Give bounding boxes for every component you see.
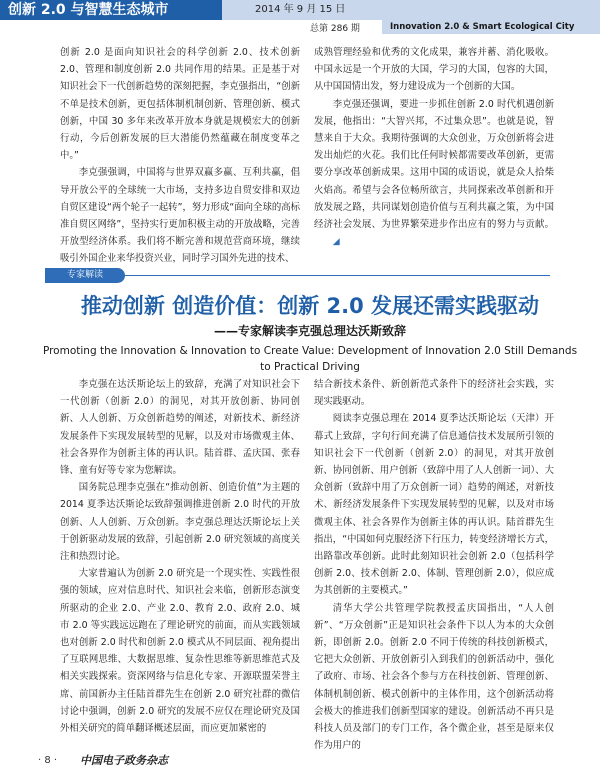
paragraph: 李克强强调，中国将与世界双赢多赢、互利共赢，倡导开放公平的全球统一大市场，支持多边自贸安排和双边自贸区建设“两个轮子一起转”，努力形成“面向全球的高标准自贸区网络”，坚持实行更加积极主动的开放战略，完善开放型经济体系。我们将不断完善和规范营商环境，继续吸引外国企业来华投资兴业，同时学习国外先进的技术、 — [60, 167, 300, 265]
article-subtitle: ——专家解读李克强总理达沃斯致辞 — [213, 324, 406, 338]
issue-date: 2014 年 9 月 15 日 — [255, 4, 346, 15]
top-right-column — [314, 44, 554, 251]
article-title: 推动创新 创造价值：创新 2.0 发展还需实践驱动 — [80, 294, 540, 318]
paragraph: 李克强在达沃斯论坛上的致辞，充满了对知识社会下一代创新（创新 2.0）的洞见，对其开放创新、协同创新、人人创新、万众创新趋势的阐述，对新技术、新经济发展条件下实现发展转型的见解，以及对市场微观主体、社会各界作为创新主体的再认识。陆首群、孟庆国、张春锋、童有好等专家为您解读。 — [60, 379, 300, 477]
page-number: · 8 · — [38, 755, 58, 766]
section-header-english: Innovation 2.0 & Smart Ecological City — [382, 20, 600, 34]
paragraph: 创新 2.0 是面向知识社会的科学创新 2.0、技术创新 2.0、管理和制度创新 2.0 共同作用的结果。正是基于对知识社会下一代创新趋势的深刻把握，李克强指出，“创新不单是技术创新，更包括体制机制创新、管理创新、模式创新，中国 30 多年来改革开放本身就是规模宏大的创新行动，今后创新发展的巨大潜能仍然蕴藏在制度变革之中。” — [60, 47, 300, 162]
top-left-column — [60, 44, 300, 268]
paragraph: 阅读李克强总理在 2014 夏季达沃斯论坛（天津）开幕式上致辞，字句行间充满了信息通信技术发展所引领的知识社会下一代创新（创新 2.0）的洞见，对其开放创新、协同创新、用户创新（致辞中用了人人创新一词）、大众创新（致辞中用了万众创新一词）趋势的阐述，对新技术、新经济发展条件下实现发展转型的见解，以及对市场微观主体、社会各界作为创新主体的再认识。陆首群先生指出，“中国如何克服经济下行压力，转变经济增长方式，出路靠改革创新。此时此刻知识社会创新 2.0（包括科学创新 2.0、技术创新 2.0、体制、管理创新 2.0），似应成为其创新的主要模式。” — [314, 413, 554, 597]
paragraph: 大家普遍认为创新 2.0 研究是一个现实性、实践性很强的领域，应对信息时代、知识社会来临，创新形态演变所驱动的企业 2.0、产业 2.0、教育 2.0、政府 2.0、城市 2.0 等实践远远跑在了理论研究的前面，而从实践领域也对创新 2.0 时代和创新 2.0 模式从不同层面、视角提出了互联网思维、大数据思维、复杂性思维等新思维范式及相关实践探索。资深网络与信息化专家、开源联盟荣誉主席、前国新办主任陆首群先生在创新 2.0 研究社群的微信讨论中强调，创新 2.0 研究的发展不应仅在理论研究及国外相关研究的简单翻译概述层面，而应更加紧密的 — [60, 568, 300, 735]
paragraph — [314, 96, 554, 252]
bottom-left-column — [60, 376, 300, 737]
publication-name: 中国电子政务杂志 — [80, 754, 168, 767]
paragraph-text: 李克强还强调，要进一步抓住创新 2.0 时代机遇创新发展，他指出：“大智兴邦，不过集众思”。也就是说，智慧来自于大众。我期待强调的大众创业，万众创新将会进发出灿烂的火花。我们比任何时候都需要改革创新，更需要分享改革创新成果。这用中国的成语说，就是众人拾柴火焰高。希望与会各位畅所欲言，共同探索改革创新和开放发展之路，共同谋划创造价值与互利共赢之策，为中国经济社会发展、为世界繁荣进步作出应有的努力与贡献。 — [314, 98, 554, 231]
article-english-title: Promoting the Innovation & Innovation to Create Value: Development of Innovation 2.0 Still Demands to Practical Driving — [42, 345, 578, 373]
paragraph: 国务院总理李克强在“推动创新、创造价值”为主题的 2014 夏季达沃斯论坛致辞强调推进创新 2.0 时代的开放创新、人人创新、万众创新。李克强总理达沃斯论坛上关于创新驱动发展的致辞，引起创新 2.0 研究领域的高度关注和热烈讨论。 — [60, 482, 300, 563]
section-tag: 专家解读 — [45, 268, 125, 283]
bottom-right-column — [314, 376, 554, 754]
paragraph: 清华大学公共管理学院教授孟庆国指出，“人人创新”、“万众创新”正是知识社会条件下以人为本的大众创新，即创新 2.0。创新 2.0 不同于传统的科技创新模式，它把大众创新、开放创新引入到我们的创新活动中，强化了政府、市场、社会各个参与方在科技创新、管理创新、体制机制创新、模式创新中的主体作用，这个创新活动将会极大的推进我们创新型国家的建设。创新活动不再只是科技人员及部门的专门工作，各个微企业，甚至是原来仅作为用户的 — [314, 602, 554, 752]
section-divider — [125, 275, 550, 276]
end-mark-icon: ◢ — [332, 237, 340, 248]
paragraph: 结合新技术条件、新创新范式条件下的经济社会实践，实现实践驱动。 — [314, 379, 554, 408]
issue-number: 总第 286 期 — [310, 24, 360, 34]
section-header-title: 创新 2.0 与智慧生态城市 — [0, 0, 222, 20]
paragraph: 成熟管理经验和优秀的文化成果，兼容并蓄、消化吸收。中国永远是一个开放的大国，学习的大国，包容的大国，从中国国情出发，努力建设成为一个创新的大国。 — [314, 47, 554, 93]
